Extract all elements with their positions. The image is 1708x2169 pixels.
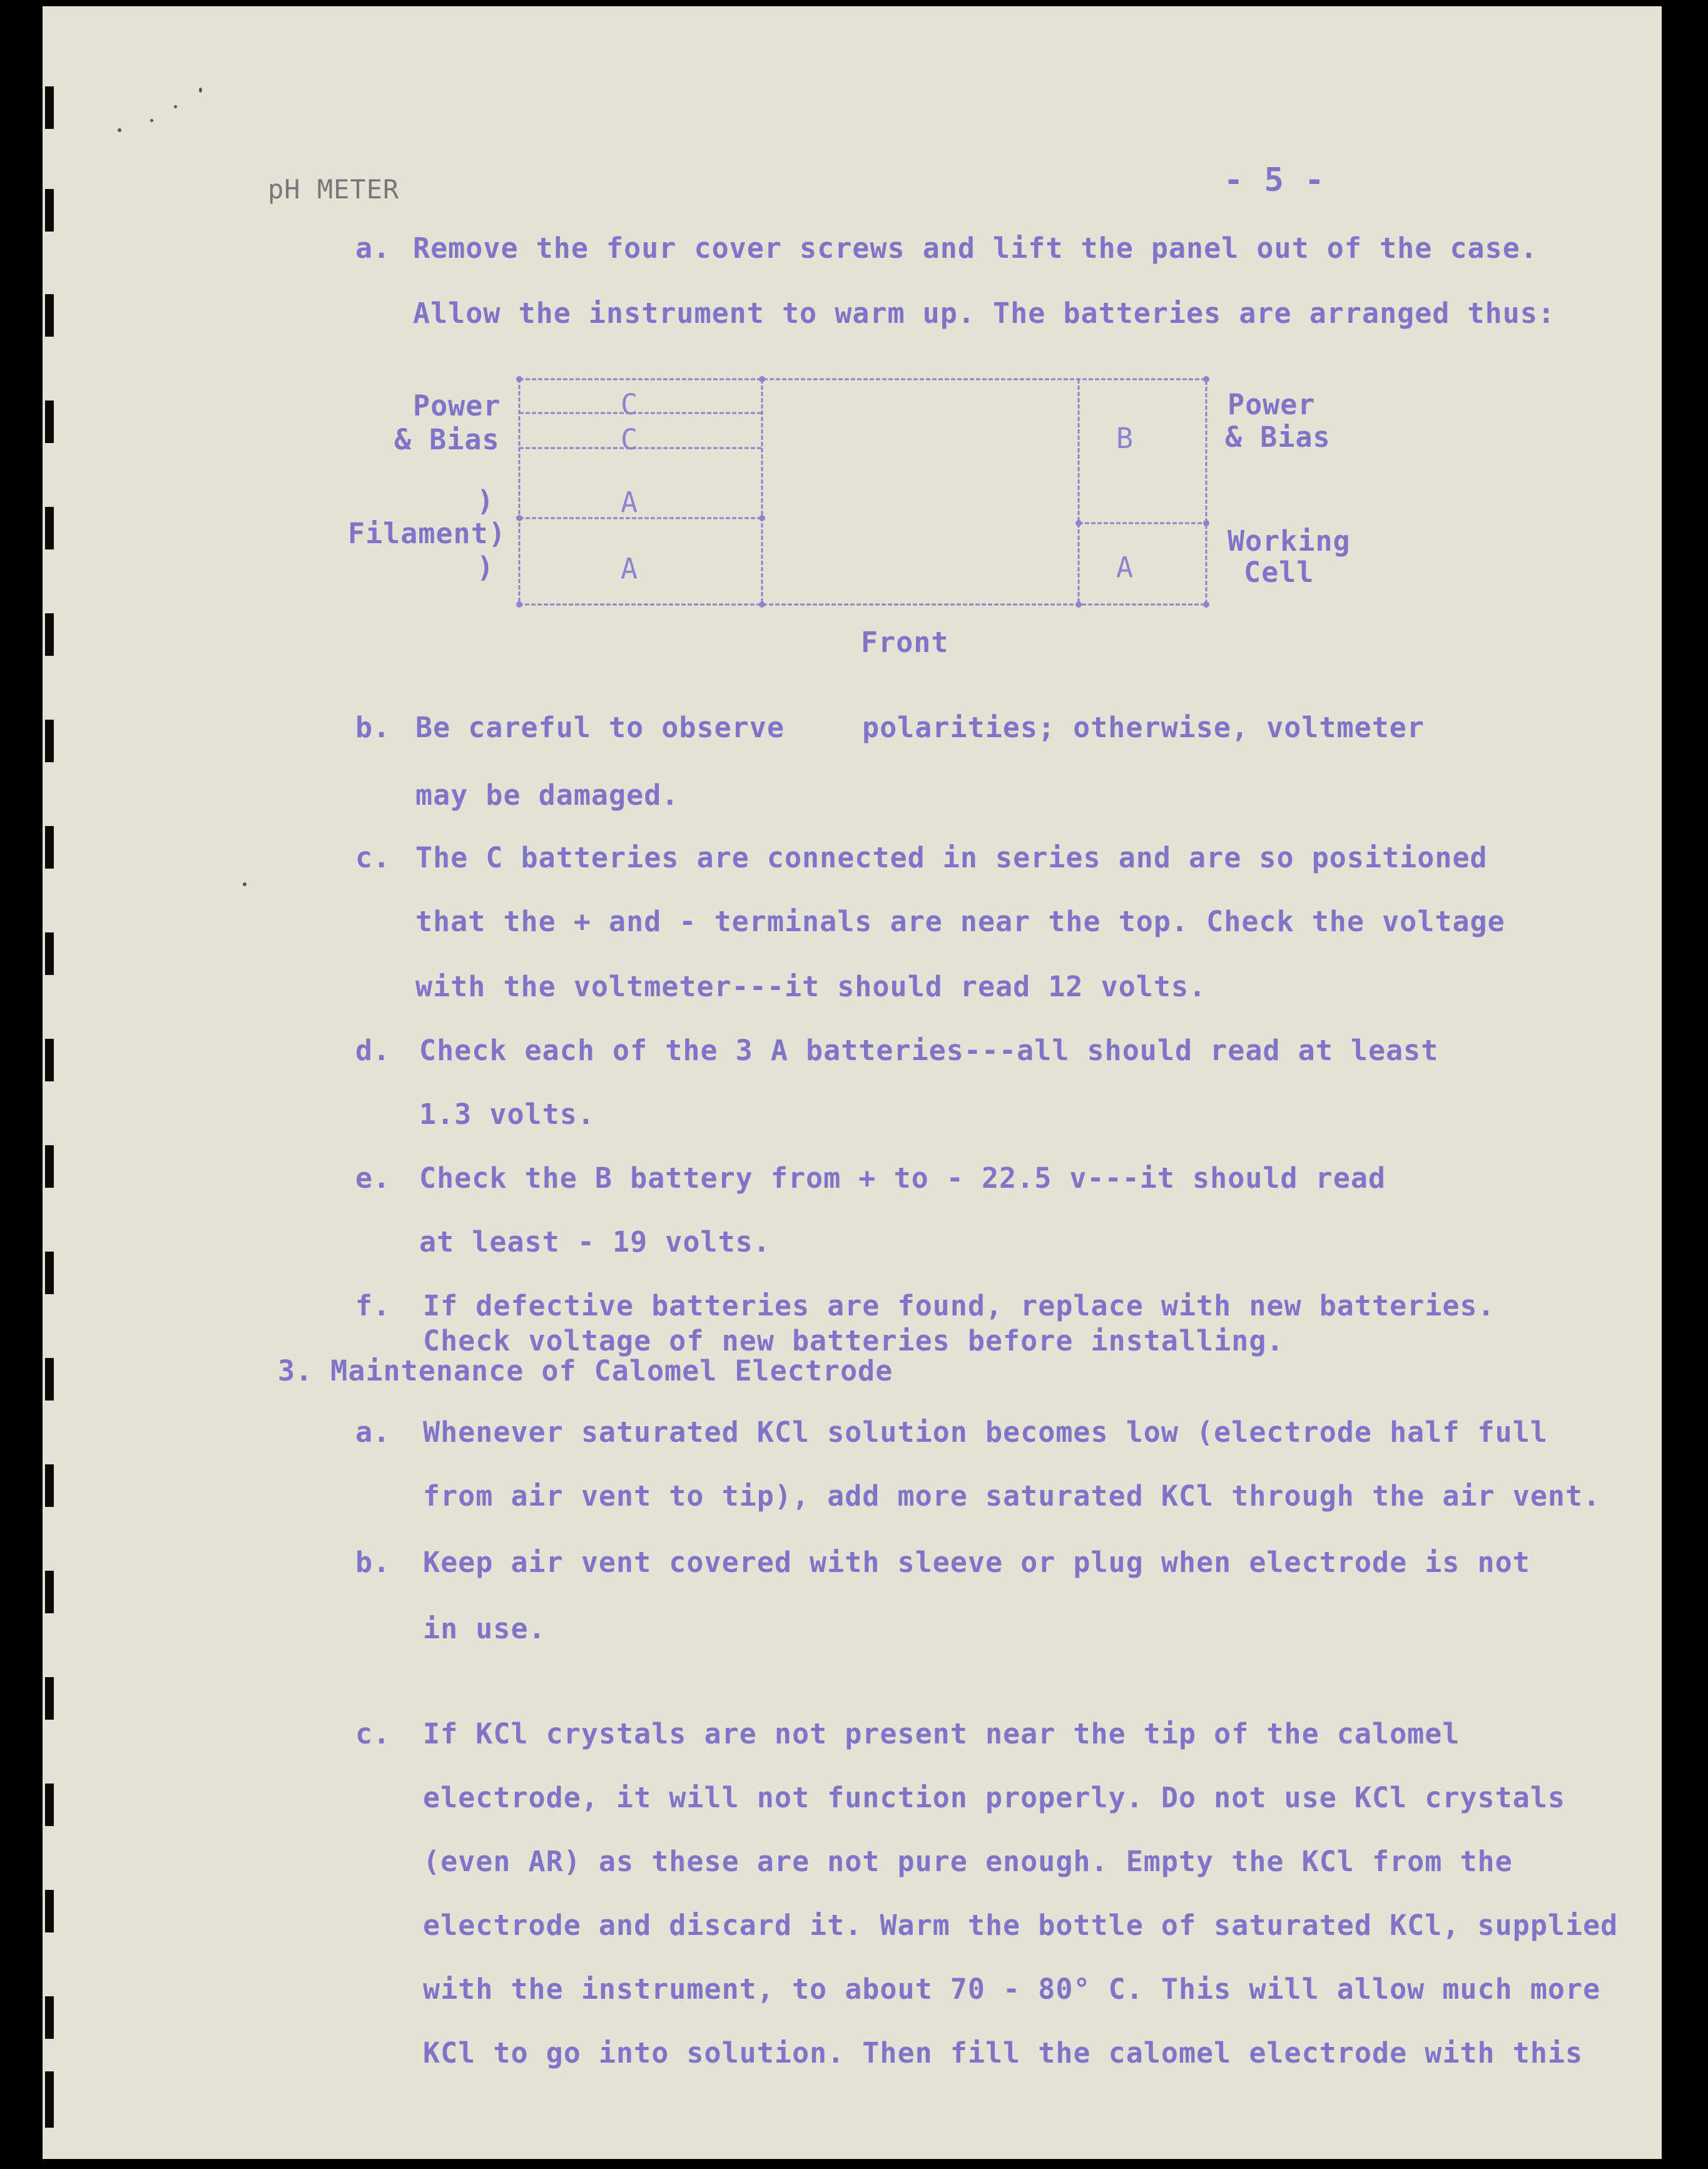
diagram-left-paren: ) xyxy=(477,484,495,518)
step-b-line1-part2: polarities; otherwise, voltmeter xyxy=(862,711,1425,744)
step-b-line1-part1: Be careful to observe xyxy=(415,711,785,744)
diagram-working-label: Working xyxy=(1228,524,1351,558)
step-c-marker: c. xyxy=(355,841,391,874)
diagram-a-cell-1: A xyxy=(621,486,639,519)
diagram-c-cell-1: C xyxy=(621,388,639,421)
step-e-line1: Check the B battery from + to - 22.5 v---it should read xyxy=(419,1161,1386,1195)
step-f-line1: If defective batteries are found, replace with new batteries. xyxy=(423,1289,1495,1322)
section-3a-marker: a. xyxy=(355,1416,391,1449)
section-3c-line5: with the instrument, to about 70 - 80° C. This will allow much more xyxy=(423,1973,1601,2006)
diagram-right-power-label: Power xyxy=(1228,388,1316,421)
section-3c-line3: (even AR) as these are not pure enough. Empty the KCl from the xyxy=(423,1845,1513,1878)
page-number: - 5 - xyxy=(1224,161,1325,199)
step-c-line3: with the voltmeter---it should read 12 volts. xyxy=(415,970,1207,1003)
step-b-marker: b. xyxy=(355,711,391,744)
diagram-left-paren: ) xyxy=(477,551,495,584)
diagram-right-a-cell: A xyxy=(1116,551,1134,584)
section-3b-marker: b. xyxy=(355,1546,391,1579)
section-3b-line1: Keep air vent covered with sleeve or plug when electrode is not xyxy=(423,1546,1530,1579)
step-f-line2: Check voltage of new batteries before installing. xyxy=(423,1324,1284,1357)
section-3c-line1: If KCl crystals are not present near the tip of the calomel xyxy=(423,1717,1460,1750)
diagram-left-power-label: Power xyxy=(413,389,501,422)
step-a-marker: a. xyxy=(355,232,391,265)
step-f-marker: f. xyxy=(355,1289,391,1322)
section-3b-line2: in use. xyxy=(423,1612,546,1645)
step-e-marker: e. xyxy=(355,1161,391,1195)
diagram-a-cell-2: A xyxy=(621,552,639,585)
step-c-line2: that the + and - terminals are near the top. Check the voltage xyxy=(415,905,1505,938)
step-e-line2: at least - 19 volts. xyxy=(419,1225,771,1258)
step-d-marker: d. xyxy=(355,1034,391,1067)
diagram-cell-label: Cell xyxy=(1244,556,1314,589)
section-3-heading: 3. Maintenance of Calomel Electrode xyxy=(278,1354,893,1387)
step-a-line1: Remove the four cover screws and lift the panel out of the case. xyxy=(413,232,1538,265)
diagram-filament-label: Filament) xyxy=(348,517,506,550)
section-3c-line2: electrode, it will not function properly. Do not use KCl crystals xyxy=(423,1781,1565,1814)
step-c-line1: The C batteries are connected in series and are so positioned xyxy=(415,841,1488,874)
section-3a-line2: from air vent to tip), add more saturated KCl through the air vent. xyxy=(423,1479,1601,1513)
section-3a-line1: Whenever saturated KCl solution becomes low (electrode half full xyxy=(423,1416,1548,1449)
section-3c-marker: c. xyxy=(355,1717,391,1750)
section-3c-line6: KCl to go into solution. Then fill the calomel electrode with this xyxy=(423,2036,1583,2069)
step-b-line2: may be damaged. xyxy=(415,778,679,812)
section-3c-line4: electrode and discard it. Warm the bottle of saturated KCl, supplied xyxy=(423,1909,1619,1942)
header-title: pH METER xyxy=(268,174,400,205)
diagram-left-bias-label: & Bias xyxy=(394,423,500,456)
diagram-right-bias-label: & Bias xyxy=(1225,421,1331,454)
step-a-line2: Allow the instrument to warm up. The batteries are arranged thus: xyxy=(413,297,1555,330)
step-d-line1: Check each of the 3 A batteries---all should read at least xyxy=(419,1034,1439,1067)
step-d-line2: 1.3 volts. xyxy=(419,1098,595,1131)
diagram-c-cell-2: C xyxy=(621,423,639,456)
diagram-front-label: Front xyxy=(861,626,949,659)
diagram-b-cell: B xyxy=(1116,422,1134,455)
